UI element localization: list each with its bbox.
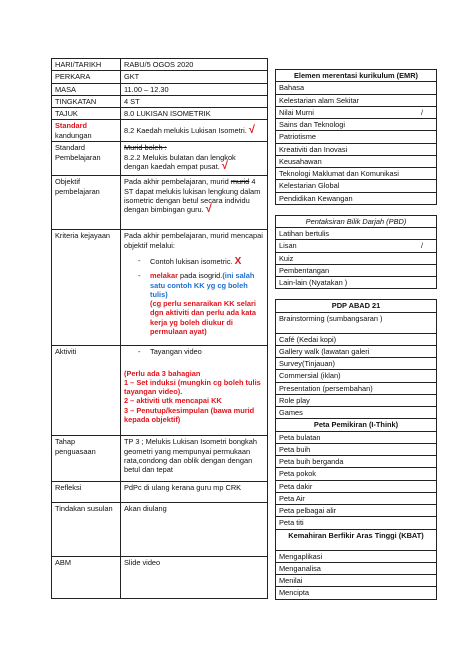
kk-intro: Pada akhir pembelajaran, murid mencapai objektif melalui: — [124, 231, 263, 250]
selection-mark: / — [420, 241, 424, 251]
akt-step-1: 1 – Set induksi (mungkin cg boleh tulis tayangan video). — [124, 377, 261, 396]
kk-note: (cg perlu senaraikan KK selari dgn aktiviti dan perlu ada kata kerja yg boleh diukur di permulaan ayat) — [150, 299, 256, 336]
sp-line-2: dengan kaedah empat pusat. — [124, 161, 220, 171]
sp-struck-text: Murid boleh : — [124, 143, 167, 153]
pdp-item: Commersial (iklan) — [276, 370, 437, 382]
kk-item-2-text: pada isogrid. — [177, 271, 223, 281]
check-mark-icon: √ — [205, 203, 212, 215]
kbat-item: Menganalisa — [276, 562, 437, 574]
emr-title: Elemen merentasi kurikulum (EMR) — [276, 70, 437, 82]
emr-item: Kreativiti dan Inovasi — [276, 143, 437, 155]
perkara-value: GKT — [121, 71, 268, 83]
table-row — [52, 95, 268, 107]
kbat-item: Mencipta — [276, 587, 437, 599]
aktiviti-value — [121, 346, 268, 436]
table-row — [52, 71, 268, 83]
pbd-item: Pembentangan — [276, 264, 437, 276]
objektif-value — [121, 176, 268, 230]
ithink-item: Peta titi — [276, 517, 437, 529]
selection-mark: / — [420, 107, 424, 117]
kk-item-2-verb: melakar — [150, 271, 178, 281]
pdp-item: Café (Kedai kopi) — [276, 333, 437, 345]
lesson-plan-table — [51, 58, 268, 599]
obj-text-rest: 4 ST dapat melukis lukisan lengkung dalam isometric dengan betul secara individu dengan bimbingan guru. — [124, 177, 261, 214]
table-row — [52, 142, 268, 176]
ithink-item: Peta buih berganda — [276, 456, 437, 468]
pdp-table — [275, 299, 437, 599]
pbd-item: Latihan bertulis — [276, 228, 437, 240]
table-row — [52, 108, 268, 120]
tindakan-label: Tindakan susulan — [52, 503, 121, 557]
table-row — [52, 482, 268, 503]
abm-value: Slide video — [121, 557, 268, 599]
table-row — [52, 346, 268, 436]
standard-word: Standard — [55, 121, 88, 131]
table-row — [52, 230, 268, 346]
emr-item-label: Nilai Murni — [279, 107, 314, 117]
standard-kandungan-label — [52, 120, 121, 142]
kk-item-1: Contoh lukisan isometric. — [150, 256, 233, 266]
standard-pembelajaran-value — [121, 142, 268, 176]
table-row — [52, 436, 268, 482]
emr-item: Patriotisme — [276, 131, 437, 143]
tajuk-label: TAJUK — [52, 108, 121, 120]
ithink-item: Peta bulatan — [276, 431, 437, 443]
table-row — [52, 59, 268, 71]
objektif-label: Objektif pembelajaran — [52, 176, 121, 230]
pbd-item: Lain-lain (Nyatakan ) — [276, 277, 437, 289]
check-mark-icon: √ — [221, 159, 228, 172]
akt-note: (Perlu ada 3 bahagian — [124, 368, 201, 378]
tahap-value: TP 3 ; Melukis Lukisan Isometri bongkah geometri yang mempunyai permukaan rata,condong dan oblik dengan dengan betul dan tepat — [121, 436, 268, 482]
kbat-item: Mengaplikasi — [276, 550, 437, 562]
perkara-label: PERKARA — [52, 71, 121, 83]
obj-struck-text: murid — [230, 177, 250, 187]
tindakan-value: Akan diulang — [121, 503, 268, 557]
pbd-table — [275, 215, 437, 290]
pbd-item: Kuiz — [276, 252, 437, 264]
tingkatan-value: 4 ST — [121, 95, 268, 107]
pdp-item: Presentation (persembahan) — [276, 382, 437, 394]
ithink-item: Peta Air — [276, 492, 437, 504]
pdp-title: PDP ABAD 21 — [276, 300, 437, 312]
sk-text: 8.2 Kaedah melukis Lukisan Isometri. — [124, 126, 247, 136]
refleksi-label: Refleksi — [52, 482, 121, 503]
table-row — [52, 83, 268, 95]
ithink-title: Peta Pemikiran (I-Think) — [276, 419, 437, 431]
table-row — [52, 120, 268, 142]
list-item — [150, 271, 264, 299]
pbd-title: Pentaksiran Bilik Darjah (PBD) — [276, 215, 437, 227]
kandungan-word: kandungan — [55, 130, 92, 140]
check-mark-icon: √ — [248, 124, 255, 137]
table-row — [52, 503, 268, 557]
pbd-item-label: Lisan — [279, 241, 297, 251]
list-item — [150, 256, 264, 269]
table-row — [52, 176, 268, 230]
pdp-item: Role play — [276, 394, 437, 406]
tingkatan-label: TINGKATAN — [52, 95, 121, 107]
kbat-item: Menilai — [276, 575, 437, 587]
pdp-item: Survey(Tinjauan) — [276, 358, 437, 370]
pbd-item-lisan — [276, 240, 437, 252]
pdp-item: Brainstorming (sumbangsaran ) — [276, 312, 437, 333]
emr-item: Kelestarian alam Sekitar — [276, 94, 437, 106]
tahap-label: Tahap penguasaan — [52, 436, 121, 482]
sp-line-1: 8.2.2 Melukis bulatan dan lengkok — [124, 152, 236, 162]
emr-item: Sains dan Teknologi — [276, 119, 437, 131]
kbat-title: Kemahiran Berfikir Aras Tinggi (KBAT) — [276, 529, 437, 550]
ithink-item: Peta dakir — [276, 480, 437, 492]
emr-item: Kelestarian Global — [276, 180, 437, 192]
emr-item-nilai — [276, 106, 437, 118]
pdp-item: Gallery walk (lawatan galeri — [276, 345, 437, 357]
refleksi-value: PdPc di ulang kerana guru mp CRK — [121, 482, 268, 503]
kriteria-label: Kriteria kejayaan — [52, 230, 121, 346]
right-panel — [275, 69, 437, 600]
kk-item-2-note: (ini salah satu contoh KK yg cg boleh tulis) — [150, 271, 255, 299]
akt-step-3: 3 – Penutup/kesimpulan (bawa murid kepada objektif) — [124, 405, 255, 424]
ithink-item: Peta pelbagai alir — [276, 505, 437, 517]
table-row — [52, 557, 268, 599]
emr-table — [275, 69, 437, 205]
obj-text-a: Pada akhir pembelajaran, murid — [124, 177, 231, 187]
emr-item: Pendidikan Kewangan — [276, 192, 437, 204]
list-item: - Tayangan video — [150, 347, 264, 356]
emr-item: Bahasa — [276, 82, 437, 94]
standard-pembelajaran-label: Standard Pembelajaran — [52, 142, 121, 176]
hari-value: RABU/5 OGOS 2020 — [121, 59, 268, 71]
masa-label: MASA — [52, 83, 121, 95]
akt-step-2: 2 – aktiviti utk mencapai KK — [124, 396, 222, 406]
tajuk-value: 8.0 LUKISAN ISOMETRIK — [121, 108, 268, 120]
abm-label: ABM — [52, 557, 121, 599]
kriteria-value — [121, 230, 268, 346]
pdp-item: Games — [276, 407, 437, 419]
ithink-item: Peta buih — [276, 443, 437, 455]
x-mark-icon: X — [234, 255, 242, 267]
aktiviti-label: Aktiviti — [52, 346, 121, 436]
hari-label: HARI/TARIKH — [52, 59, 121, 71]
standard-kandungan-value — [121, 120, 268, 142]
emr-item: Keusahawan — [276, 155, 437, 167]
masa-value: 11.00 – 12.30 — [121, 83, 268, 95]
emr-item: Teknologi Maklumat dan Komunikasi — [276, 168, 437, 180]
ithink-item: Peta pokok — [276, 468, 437, 480]
